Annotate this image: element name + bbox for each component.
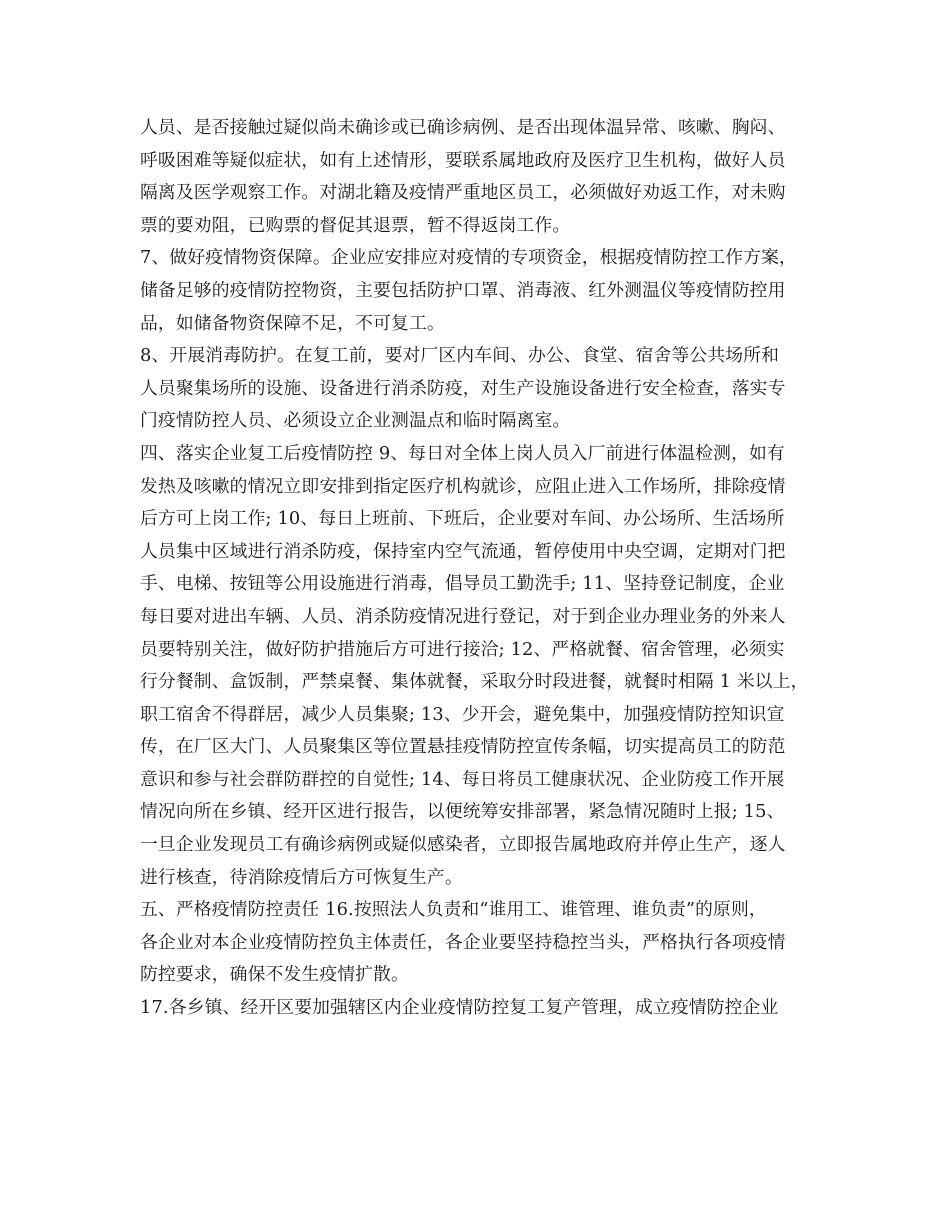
text-line: 后方可上岗工作; 10、每日上班前、下班后，企业要对车间、办公场所、生活场所 <box>140 508 785 530</box>
text-line: 17.各乡镇、经开区要加强辖区内企业疫情防控复工复产管理，成立疫情防控企业 <box>140 997 779 1019</box>
text-line: 发热及咳嗽的情况立即安排到指定医疗机构就诊，应阻止进入工作场所，排除疫情 <box>140 475 786 497</box>
document-body <box>140 112 830 1025</box>
text-line: 票的要劝阻，已购票的督促其退票，暂不得返岗工作。 <box>140 214 571 236</box>
text-line: 手、电梯、按钮等公用设施进行消毒，倡导员工勤洗手; 11、坚持登记制度，企业 <box>140 573 785 595</box>
text-line: 情况向所在乡镇、经开区进行报告，以便统筹安排部署，紧急情况随时上报; 15、 <box>140 801 785 823</box>
text-line: 品，如储备物资保障不足，不可复工。 <box>140 312 445 334</box>
text-line: 8、开展消毒防护。在复工前，要对厂区内车间、办公、食堂、宿舍等公共场所和 <box>140 345 780 367</box>
text-line: 各企业对本企业疫情防控负主体责任，各企业要坚持稳控当头，严格执行各项疫情 <box>140 931 786 953</box>
text-line: 员要特别关注，做好防护措施后方可进行接洽; 12、严格就餐、宿舍管理，必须实 <box>140 638 785 660</box>
text-line: 储备足够的疫情防控物资，主要包括防护口罩、消毒液、红外测温仪等疫情防控用 <box>140 279 786 301</box>
text-line: 7、做好疫情物资保障。企业应安排应对疫情的专项资金，根据疫情防控工作方案， <box>140 247 797 269</box>
text-line: 防控要求，确保不发生疫情扩散。 <box>140 964 409 986</box>
text-line: 呼吸困难等疑似症状，如有上述情形，要联系属地政府及医疗卫生机构，做好人员 <box>140 149 786 171</box>
text-line: 门疫情防控人员、必须设立企业测温点和临时隔离室。 <box>140 410 571 432</box>
text-line: 每日要对进出车辆、人员、消杀防疫情况进行登记，对于到企业办理业务的外来人 <box>140 605 786 627</box>
text-line: 行分餐制、盒饭制，严禁桌餐、集体就餐，采取分时段进餐，就餐时相隔 1 米以上， <box>140 671 809 693</box>
text-line: 传，在厂区大门、人员聚集区等位置悬挂疫情防控宣传条幅，切实提高员工的防范 <box>140 736 786 758</box>
text-line: 意识和参与社会群防群控的自觉性; 14、每日将员工健康状况、企业防疫工作开展 <box>140 768 785 790</box>
text-line: 进行核查，待消除疫情后方可恢复生产。 <box>140 866 463 888</box>
text-line: 人员、是否接触过疑似尚未确诊或已确诊病例、是否出现体温异常、咳嗽、胸闷、 <box>140 117 786 138</box>
text-line: 隔离及医学观察工作。对湖北籍及疫情严重地区员工，必须做好劝返工作，对未购 <box>140 182 786 204</box>
text-line: 五、严格疫情防控责任 16.按照法人负责和“谁用工、谁管理、谁负责”的原则， <box>140 899 767 921</box>
text-line: 人员集中区域进行消杀防疫，保持室内空气流通，暂停使用中央空调，定期对门把 <box>140 540 786 562</box>
text-line: 一旦企业发现员工有确诊病例或疑似感染者，立即报告属地政府并停止生产，逐人 <box>140 834 786 856</box>
text-line: 职工宿舍不得群居，减少人员集聚; 13、少开会，避免集中，加强疫情防控知识宣 <box>140 703 785 725</box>
text-line: 人员聚集场所的设施、设备进行消杀防疫，对生产设施设备进行安全检查，落实专 <box>140 377 786 399</box>
text-line: 四、落实企业复工后疫情防控 9、每日对全体上岗人员入厂前进行体温检测，如有 <box>140 442 785 464</box>
